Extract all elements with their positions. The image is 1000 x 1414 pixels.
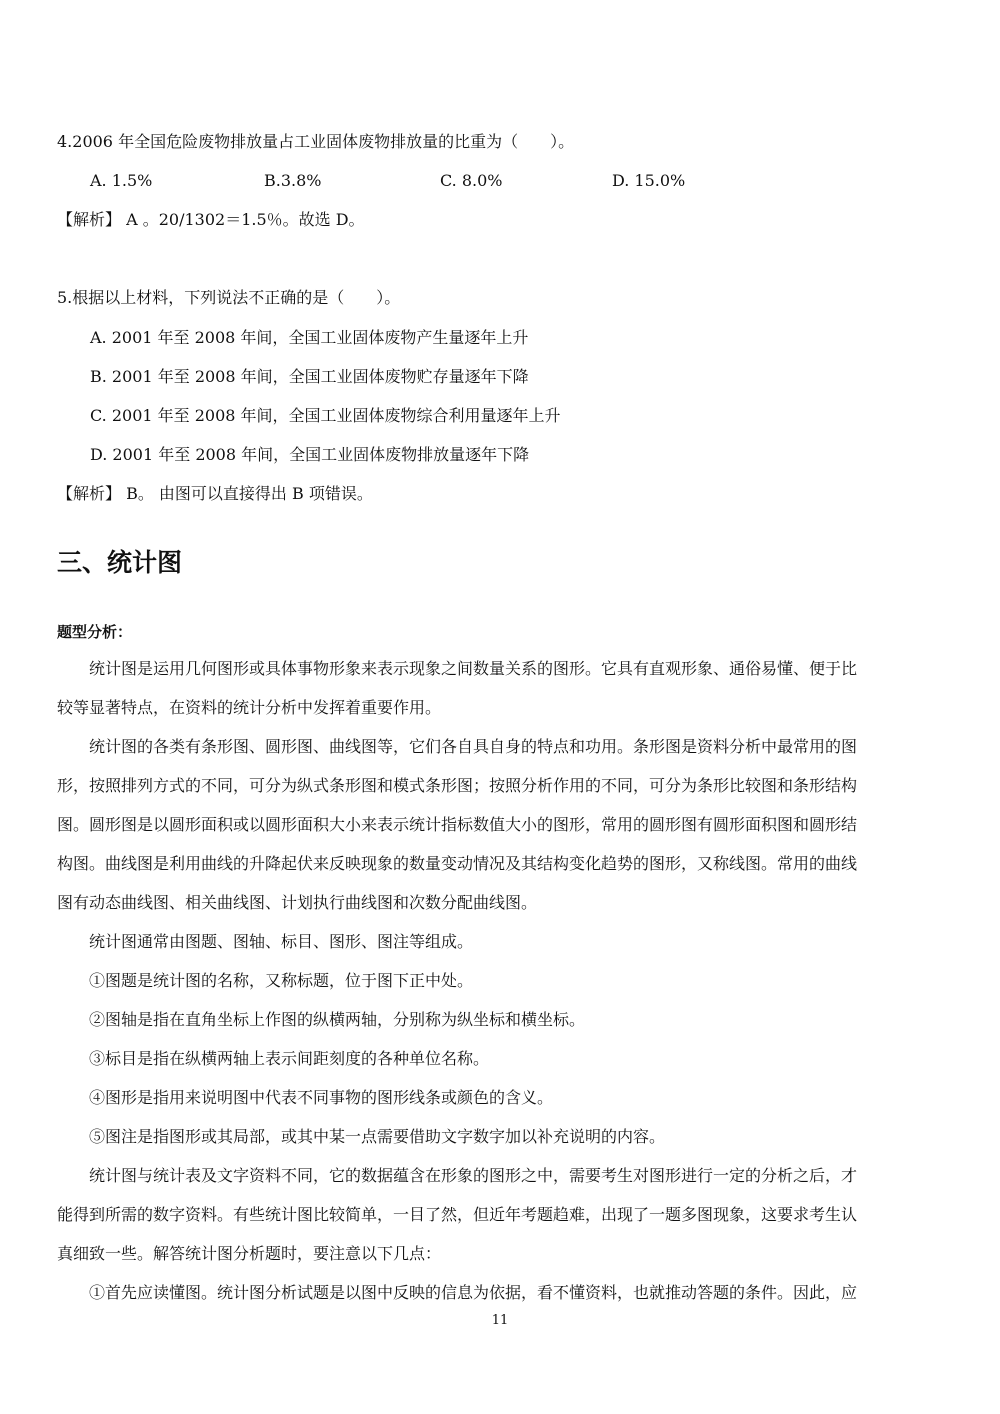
section-title: 三、统计图 [57,548,183,577]
question-4-option-a: A. 1.5% [90,171,153,190]
question-4-option-c: C. 8.0% [440,171,503,190]
question-4-option-d: D. 15.0% [612,171,686,190]
list-item: ②图轴是指在直角坐标上作图的纵横两轴，分别称为纵坐标和横坐标。 [57,1010,586,1029]
question-5-option-b: B. 2001 年至 2008 年间，全国工业固体废物贮存量逐年下降 [90,367,529,386]
question-5-analysis: 【解析】 B。 由图可以直接得出 B 项错误。 [57,484,373,503]
page-number: 11 [491,1313,509,1328]
paragraph-line: 统计图是运用几何图形或具体事物形象来表示现象之间数量关系的图形。它具有直观形象、通俗易懂、便于比 [57,659,858,678]
paragraph-line: 较等显著特点，在资料的统计分析中发挥着重要作用。 [57,698,442,717]
question-4-analysis: 【解析】 A 。20/1302＝1.5％。故选 D。 [57,210,365,229]
list-item: ③标目是指在纵横两轴上表示间距刻度的各种单位名称。 [57,1049,490,1068]
paragraph-line: 图有动态曲线图、相关曲线图、计划执行曲线图和次数分配曲线图。 [57,893,538,912]
paragraph-line: ①首先应读懂图。统计图分析试题是以图中反映的信息为依据，看不懂资料，也就推动答题的条件。因此，应 [57,1283,858,1302]
question-4-option-b: B.3.8% [264,171,322,190]
subheading: 题型分析： [57,623,133,641]
question-5-option-d: D. 2001 年至 2008 年间，全国工业固体废物排放量逐年下降 [90,445,530,464]
paragraph-line: 能得到所需的数字资料。有些统计图比较简单，一目了然，但近年考题趋难，出现了一题多图现象，这要求考生认 [57,1205,858,1224]
paragraph-line: 图。圆形图是以圆形面积或以圆形面积大小来表示统计指标数值大小的图形，常用的圆形图有圆形面积图和圆形结 [57,815,858,834]
list-item: ①图题是统计图的名称，又称标题，位于图下正中处。 [57,971,474,990]
paragraph-line: 统计图通常由图题、图轴、标目、图形、图注等组成。 [57,932,474,951]
question-5-option-c: C. 2001 年至 2008 年间，全国工业固体废物综合利用量逐年上升 [90,406,561,425]
list-item: ⑤图注是指图形或其局部，或其中某一点需要借助文字数字加以补充说明的内容。 [57,1127,666,1146]
question-5-stem: 5.根据以上材料，下列说法不正确的是（ ）。 [57,288,401,307]
list-item: ④图形是指用来说明图中代表不同事物的图形线条或颜色的含义。 [57,1088,554,1107]
paragraph-line: 构图。曲线图是利用曲线的升降起伏来反映现象的数量变动情况及其结构变化趋势的图形，又称线图。常用的曲线 [57,854,858,873]
paragraph-line: 统计图的各类有条形图、圆形图、曲线图等，它们各自具自身的特点和功用。条形图是资料分析中最常用的图 [57,737,858,756]
paragraph-line: 统计图与统计表及文字资料不同，它的数据蕴含在形象的图形之中，需要考生对图形进行一定的分析之后，才 [57,1166,858,1185]
question-5-option-a: A. 2001 年至 2008 年间，全国工业固体废物产生量逐年上升 [90,328,529,347]
question-4-stem: 4.2006 年全国危险废物排放量占工业固体废物排放量的比重为（ ）。 [57,132,575,151]
paragraph-line: 形，按照排列方式的不同，可分为纵式条形图和模式条形图；按照分析作用的不同，可分为条形比较图和条形结构 [57,776,858,795]
paragraph-line: 真细致一些。解答统计图分析题时，要注意以下几点： [57,1244,442,1263]
